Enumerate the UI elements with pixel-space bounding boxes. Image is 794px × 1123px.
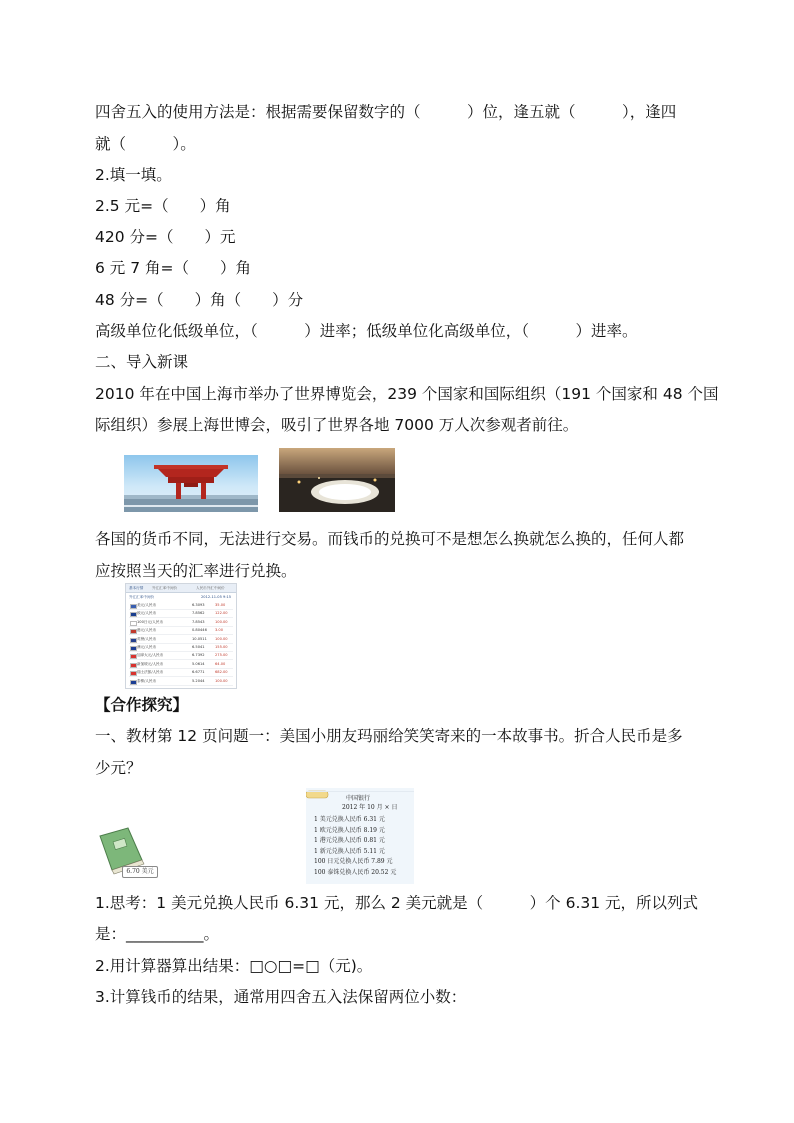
- currency-rate-value: 6.7392: [192, 653, 205, 658]
- currency-rate-value: 6.3093: [192, 603, 205, 607]
- rate-table-tabs: [126, 584, 236, 593]
- story-book-image: [98, 826, 158, 878]
- fill-item-2: 420 分=（ ）元: [95, 228, 236, 246]
- rate-table-date: 2012-11-05 9:15: [201, 595, 232, 599]
- currency-rate-change: 100.00: [215, 636, 228, 641]
- currency-pair-name: 加拿大元/人民币: [137, 653, 164, 658]
- expo-night-image: [279, 448, 395, 512]
- currency-rate-value: 6.6771: [192, 670, 205, 675]
- notice-rate-item: 1 新元兑换人民币 5.11 元: [314, 847, 385, 855]
- currency-rate-value: 5.0614: [192, 661, 205, 666]
- currency-flag-icon: [130, 629, 137, 634]
- rounding-method-line-2: 就（ ）。: [95, 135, 196, 153]
- currency-rate-change: 122.00: [215, 611, 228, 616]
- currency-rate-value: 10.0511: [192, 636, 207, 641]
- rate-table-row: [129, 678, 233, 686]
- currency-flag-icon: [130, 654, 137, 659]
- currency-pair-name: 港元/人民币: [137, 628, 157, 633]
- rounding-method-line: 四舍五入的使用方法是：根据需要保留数字的（ ）位，逢五就（ ），逢四: [95, 103, 677, 121]
- notice-rate-item: 1 美元兑换人民币 6.31 元: [314, 816, 385, 823]
- notice-rate-item: 100 泰铢兑换人民币 20.52 元: [314, 868, 397, 876]
- think-question-line-2: 是：__________。: [95, 925, 220, 943]
- currency-rate-value: 0.80446: [192, 628, 207, 633]
- currency-rate-change: 35.00: [215, 603, 226, 607]
- notice-rate-item: 100 日元兑换人民币 7.89 元: [314, 858, 393, 865]
- fill-item-1: 2.5 元=（ ）角: [95, 197, 231, 215]
- rate-table-row: [129, 627, 233, 635]
- china-pavilion-image: [124, 455, 258, 512]
- calculator-question: 2.用计算器算出结果：□○□=□（元)。: [95, 957, 373, 975]
- rate-table-row: [129, 619, 233, 627]
- currency-pair-name: 100日元/人民币: [137, 619, 164, 624]
- rate-tab-rmb: 人民币外汇中间价: [196, 586, 225, 590]
- currency-pair-name: 英镑/人民币: [137, 636, 157, 641]
- currency-pair-name: 澳元/人民币: [137, 645, 157, 649]
- notice-date: 2012 年 10 月 × 日: [342, 804, 398, 811]
- currency-rate-change: 682.00: [215, 670, 228, 675]
- currency-paragraph-line-2: 应按照当天的汇率进行兑换。: [95, 562, 297, 580]
- section-heading-cooperation: 【合作探究】: [95, 696, 189, 714]
- currency-flag-icon: [130, 612, 137, 617]
- exchange-rate-table-image: [125, 583, 237, 689]
- problem-one-line-2: 少元？: [95, 759, 142, 777]
- currency-rate-value: 6.5041: [192, 645, 205, 649]
- currency-pair-name: 欧元/人民币: [137, 611, 157, 616]
- currency-rate-value: 5.2044: [192, 678, 205, 683]
- rounding-money-question: 3.计算钱币的结果，通常用四舍五入法保留两位小数：: [95, 988, 467, 1006]
- notice-bank-name: 中国银行: [346, 795, 371, 802]
- currency-flag-icon: [130, 638, 137, 643]
- currency-flag-icon: [130, 604, 137, 609]
- section-heading-new-lesson: 二、导入新课: [95, 353, 189, 371]
- currency-rate-change: 100.00: [215, 678, 228, 683]
- problem-one-line-1: 一、教材第 12 页问题一：美国小朋友玛丽给笑笑寄来的一本故事书。折合人民币是多: [95, 727, 683, 745]
- currency-rate-change: 155.00: [215, 645, 228, 649]
- fill-in-heading: 2.填一填。: [95, 166, 172, 184]
- expo-paragraph-line-2: 际组织）参展上海世博会，吸引了世界各地 7000 万人次参观者前往。: [95, 416, 579, 434]
- currency-pair-name: 美元/人民币: [137, 603, 157, 607]
- currency-flag-icon: [130, 663, 137, 668]
- currency-pair-name: 泰铢/人民币: [137, 678, 157, 683]
- unit-conversion-rule: 高级单位化低级单位，（ ）进率；低级单位化高级单位，（ ）进率。: [95, 322, 638, 340]
- notice-rate-item: 1 欧元兑换人民币 8.19 元: [314, 826, 385, 834]
- book-price-tag: 6.70 美元: [122, 866, 158, 878]
- rate-table-row: [129, 602, 233, 610]
- rate-table-row: [129, 644, 233, 652]
- fill-item-3: 6 元 7 角=（ ）角: [95, 259, 251, 277]
- bank-exchange-notice-image: [306, 788, 414, 884]
- expo-paragraph-line-1: 2010 年在中国上海市举办了世界博览会，239 个国家和国际组织（191 个国家和 48 个国: [95, 385, 719, 403]
- rate-table-row: [129, 652, 233, 660]
- currency-pair-name: 瑞士法郎/人民币: [137, 670, 164, 675]
- currency-rate-change: 275.00: [215, 653, 228, 658]
- rate-table-header: [129, 594, 233, 601]
- think-question-line-1: 1.思考：1 美元兑换人民币 6.31 元，那么 2 美元就是（ ）个 6.31 元，所以列式: [95, 894, 699, 912]
- currency-paragraph-line-1: 各国的货币不同，无法进行交易。而钱币的兑换可不是想怎么换就怎么换的，任何人都: [95, 530, 685, 548]
- rate-tab-basic: 基本行情: [129, 586, 144, 590]
- rate-table-row: [129, 661, 233, 669]
- currency-rate-change: 3.00: [215, 628, 224, 633]
- currency-rate-change: 64.00: [215, 661, 226, 666]
- currency-rate-value: 7.8543: [192, 619, 205, 624]
- fill-item-4: 48 分=（ ）角（ ）分: [95, 291, 304, 309]
- currency-rate-value: 7.8562: [192, 611, 205, 616]
- rate-table-row: [129, 636, 233, 644]
- currency-flag-icon: [130, 680, 137, 685]
- currency-pair-name: 新加坡元/人民币: [137, 661, 164, 666]
- currency-flag-icon: [130, 621, 137, 626]
- currency-rate-change: 100.00: [215, 619, 228, 624]
- rate-table-row: [129, 669, 233, 677]
- rate-tab-middle: 外汇汇率中间价: [152, 586, 178, 590]
- rate-table-title: 外汇汇率中间价: [129, 595, 155, 599]
- rate-table-row: [129, 610, 233, 618]
- currency-flag-icon: [130, 646, 137, 651]
- notice-rate-item: 1 港元兑换人民币 0.81 元: [314, 837, 385, 844]
- currency-flag-icon: [130, 671, 137, 676]
